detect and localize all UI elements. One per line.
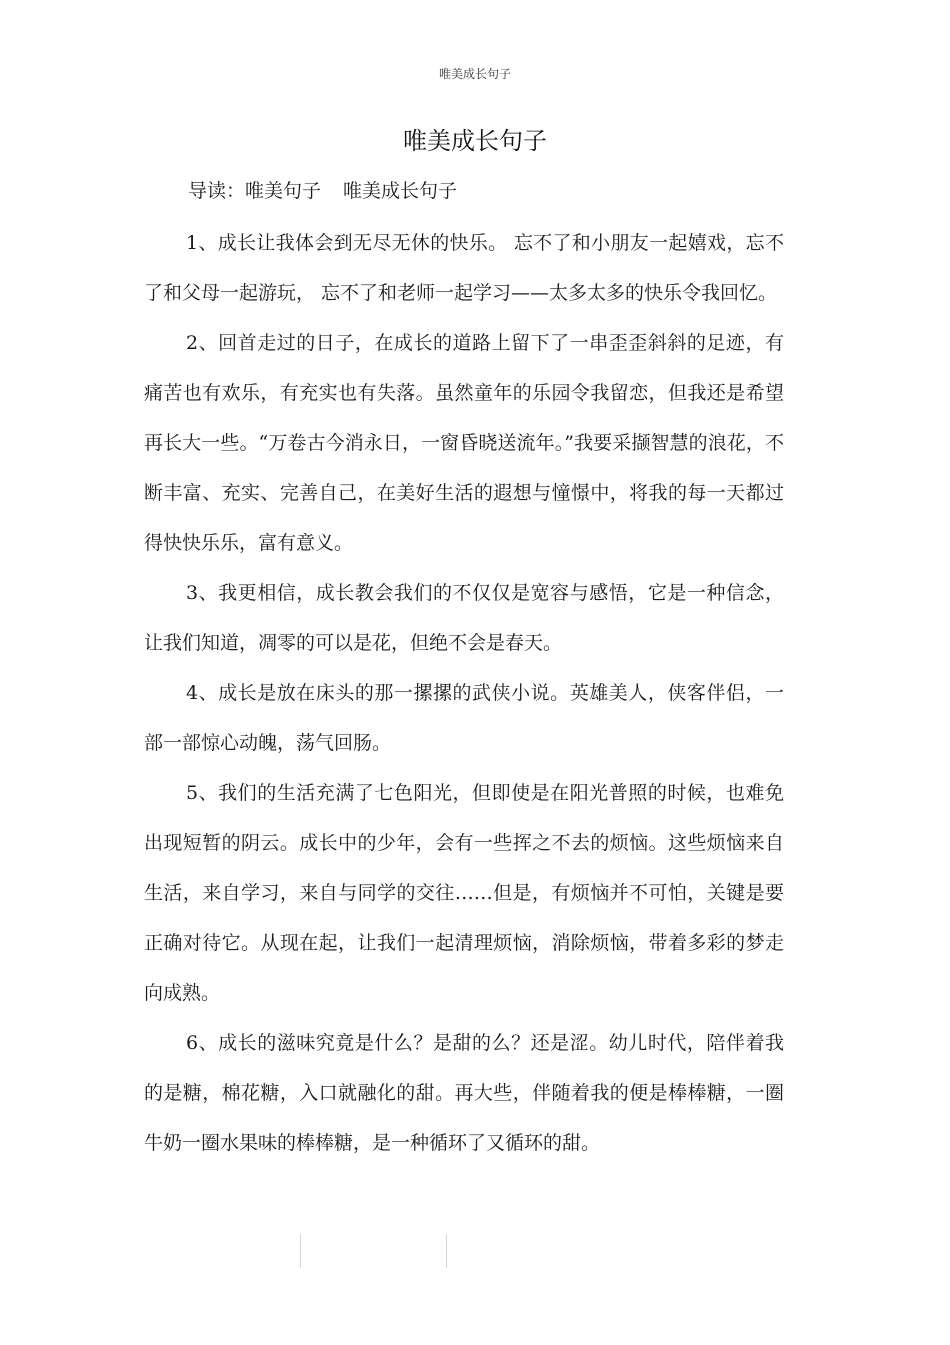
paragraph-3: 3、我更相信，成长教会我们的不仅仅是宽容与感悟，它是一种信念，让我们知道，凋零的可以是花，但绝不会是春天。 (144, 582, 784, 654)
paragraph-2: 2、回首走过的日子，在成长的道路上留下了一串歪歪斜斜的足迹，有痛苦也有欢乐，有充实也有失落。虽然童年的乐园令我留恋，但我还是希望再长大一些。“万卷古今消永日，一窗昏晓送流年。”我要采撷智慧的浪花，不断丰富、充实、完善自己，在美好生活的遐想与憧憬中，将我的每一天都过得快快乐乐，富有意义。 (144, 332, 784, 554)
document-title: 唯美成长句子 (403, 127, 547, 155)
footer-divider-left (300, 1234, 301, 1268)
intro-label: 导读：唯美句子 (188, 180, 322, 202)
footer-divider-right (446, 1234, 447, 1268)
document-body (144, 218, 784, 1168)
running-header: 唯美成长句子 (438, 67, 511, 81)
intro-value: 唯美成长句子 (343, 180, 458, 202)
paragraph-6: 6、成长的滋味究竟是什么？是甜的么？还是涩。幼儿时代，陪伴着我的是糖，棉花糖，入口就融化的甜。再大些，伴随着我的便是棒棒糖，一圈牛奶一圈水果味的棒棒糖，是一种循环了又循环的甜。 (144, 1032, 784, 1154)
paragraph-1: 1、成长让我体会到无尽无休的快乐。 忘不了和小朋友一起嬉戏，忘不了和父母一起游玩， 忘不了和老师一起学习——太多太多的快乐令我回忆。 (144, 232, 784, 304)
paragraph-5: 5、我们的生活充满了七色阳光，但即使是在阳光普照的时候，也难免出现短暂的阴云。成长中的少年，会有一些挥之不去的烦恼。这些烦恼来自生活，来自学习，来自与同学的交往……但是，有烦恼并不可怕，关键是要正确对待它。从现在起，让我们一起清理烦恼，消除烦恼，带着多彩的梦走向成熟。 (144, 782, 784, 1004)
intro-line (188, 176, 457, 206)
paragraph-4: 4、成长是放在床头的那一摞摞的武侠小说。英雄美人，侠客伴侣，一部一部惊心动魄，荡气回肠。 (144, 682, 784, 754)
